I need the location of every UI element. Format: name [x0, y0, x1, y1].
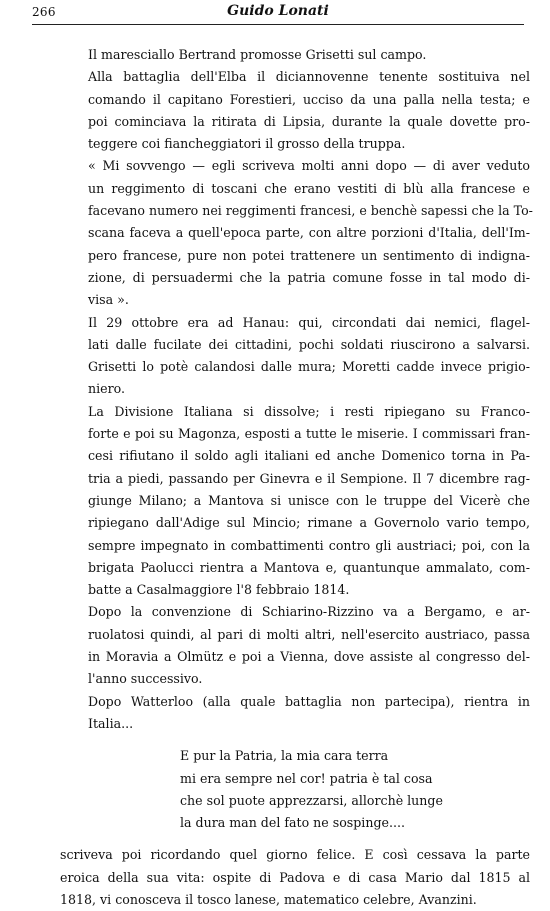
text-line: brigata Paolucci rientra a Mantova e, quantunque ammalato, com- — [88, 559, 530, 575]
page-header — [32, 2, 524, 25]
text-line: comando il capitano Forestieri, ucciso da una palla nella testa; e — [88, 91, 530, 107]
text-line: un reggimento di toscani che erano vestiti di blù alla francese e — [88, 180, 530, 196]
paragraph — [60, 155, 533, 311]
verse-line: mi era sempre nel cor! patria è tal cosa — [180, 770, 433, 786]
text-line: facevano numero nei reggimenti francesi, e benchè sapessi che la To- — [88, 203, 533, 219]
text-line: cesi rifiutano il soldo agli italiani ed anche Domenico torna in Pa- — [88, 448, 530, 464]
verse-line: E pur la Patria, la mia cara terra — [180, 748, 389, 764]
text-line: scriveva poi ricordando quel giorno felice. E così cessava la parte — [60, 847, 530, 863]
verse-quotation — [60, 745, 530, 834]
text-line: « Mi sovvengo — egli scriveva molti anni dopo — di aver veduto — [88, 158, 530, 174]
text-line: l'anno successivo. — [88, 671, 203, 687]
text-line: sempre impegnato in combattimenti contro gli austriaci; poi, con la — [88, 537, 530, 553]
text-line: ripiegano dall'Adige sul Mincio; rimane a Governolo vario tempo, — [88, 515, 530, 531]
paragraphs — [60, 44, 533, 735]
text-line: Dopo la convenzione di Schiarino-Rizzino va a Bergamo, e ar- — [88, 604, 530, 620]
text-line: Il maresciallo Bertrand promosse Grisetti sul campo. — [88, 47, 427, 62]
paragraph — [60, 312, 530, 401]
text-line: Dopo Watterloo (alla quale battaglia non partecipa), rientra in — [88, 693, 530, 709]
text-line: batte a Casalmaggiore l'8 febbraio 1814. — [88, 582, 350, 598]
text-line: giunge Milano; a Mantova si unisce con le truppe del Vicerè che — [88, 492, 530, 508]
running-head: Guido Lonati — [227, 3, 329, 19]
text-line: La Divisione Italiana si dissolve; i resti ripiegano su Franco- — [88, 403, 530, 419]
text-line: tria a piedi, passando per Ginevra e il Sempione. Il 7 dicembre rag- — [88, 470, 530, 486]
text-line: lati dalle fucilate dei cittadini, pochi soldati riuscirono a salvarsi. — [88, 336, 530, 352]
closing-paragraph — [60, 844, 530, 911]
page-body — [60, 44, 533, 911]
paragraph — [60, 66, 530, 155]
text-line: visa ». — [88, 292, 129, 308]
page-number: 266 — [32, 5, 56, 19]
text-line: ruolatosi quindi, al pari di molti altri, nell'esercito austriaco, passa — [88, 626, 530, 642]
text-line: 1818, vi conosceva il tosco lanese, matematico celebre, Avanzini. — [60, 891, 477, 907]
text-line: forte e poi su Magonza, esposti a tutte le miserie. I commissari fran- — [88, 426, 530, 442]
text-line: pero francese, pure non potei trattenere un sentimento di indigna- — [88, 247, 530, 263]
text-line: zione, di persuadermi che la patria comune fosse in tal modo di- — [88, 269, 530, 285]
text-line: teggere coi fiancheggiatori il grosso della truppa. — [88, 136, 406, 152]
text-line: Il 29 ottobre era ad Hanau: qui, circondati dai nemici, flagel- — [88, 314, 530, 330]
text-line: Italia... — [88, 715, 134, 731]
verse-line: che sol puote apprezzarsi, allorchè lunge — [180, 792, 443, 808]
text-line: niero. — [88, 381, 125, 397]
paragraph — [60, 44, 530, 66]
text-line: eroica della sua vita: ospite di Padova e di casa Mario dal 1815 al — [60, 869, 530, 885]
text-line: scana faceva a quell'epoca parte, con altre porzioni d'Italia, dell'Im- — [88, 225, 530, 241]
text-line: poi cominciava la ritirata di Lipsia, durante la quale dovette pro- — [88, 113, 530, 129]
paragraph — [60, 401, 530, 602]
verse-line: la dura man del fato ne sospinge.... — [180, 815, 405, 831]
paragraph — [60, 691, 530, 736]
text-line: Alla battaglia dell'Elba il diciannovenne tenente sostituiva nel — [88, 69, 530, 85]
text-line: Grisetti lo potè calandosi dalle mura; Moretti cadde invece prigio- — [88, 359, 530, 375]
paragraph — [60, 601, 530, 690]
text-line: in Moravia a Olmütz e poi a Vienna, dove assiste al congresso del- — [88, 649, 530, 665]
